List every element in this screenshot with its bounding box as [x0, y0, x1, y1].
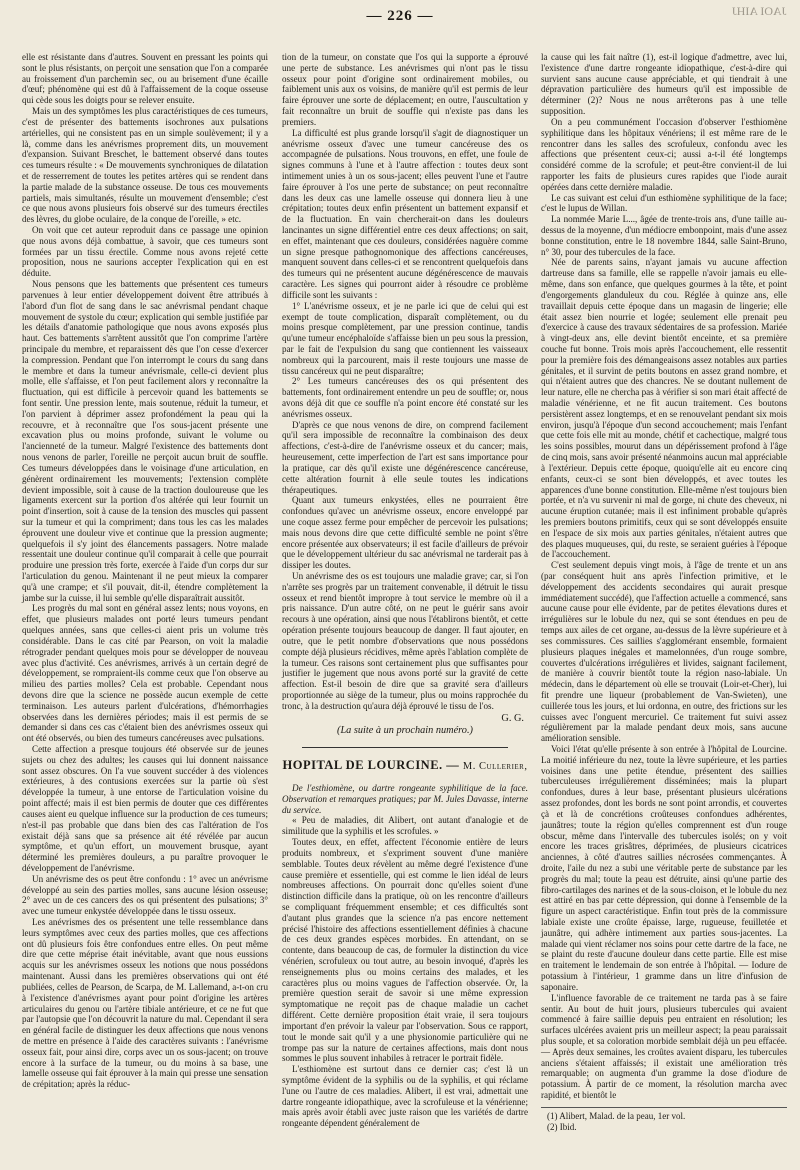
- paragraph: la cause qui les fait naître (1), est-il logique d'admettre, avec lui, l'existence d'une dartre rongeante idiopathique, c'est-à-dire qui survient sans aucune cause appréciable, et qui tiendrait à une dépravation particulière des humeurs qu'il est impossible de déterminer (2)? Nous ne nous arrêterons pas à une telle supposition.: [541, 52, 787, 117]
- paragraph: L'esthiomène est surtout dans ce dernier cas; c'est là un symptôme évident de la syphilis ou de la syphilis, et qui réclame l'une ou l'autre de ces maladies. Alibert, il est vrai, admettait une dartre rongeante idiopathique, avec la scrofuleuse et la vénérienne; mais après avoir établi avec juste raison que les variétés de dartre rongeante dépendent généralement de: [282, 1064, 528, 1129]
- paragraph: Cette affection a presque toujours été observée sur de jeunes sujets ou chez des adultes; les causes qui lui donnent naissance sont assez obscures. On l'a vue souvent succéder à des violences extérieures, à des contusions exercées sur la partie où s'est développée la tumeur, à une entorse de l'articulation voisine du point affecté; mais il est bien permis de douter que ces différentes causes aient eu quelque influence sur la production de ces tumeurs; n'est-il pas probable que dans bien des cas l'altération de l'os existait déjà sans que sa présence ait été révélée par aucun symptôme, et qu'un effort, un mouvement brusque, ayant déterminé les premières douleurs, a pu paraître provoquer le développement de l'anévrisme.: [22, 744, 268, 873]
- paragraph: 2° Les tumeurs cancéreuses des os qui présentent des battements, font ordinairement entendre un peu de souffle; or, nous avons déjà dit que ce souffle n'a point encore été constaté sur les anévrismes osseux.: [282, 376, 528, 419]
- section-author: M. Cullerier,: [462, 761, 528, 773]
- paragraph: Voici l'état qu'elle présente à son entrée à l'hôpital de Lourcine. La moitié inférieure du nez, toute la lèvre supérieure, et les parties voisines dans une petite étendue, présentent des saillies tuberculeuses irrégulièrement disséminées; mais la plupart confondues, dures à leur base, présentant plusieurs ulcérations assez profondes, dont les bords ne sont point arrondis, et couvertes çà et là de concrétions croûteuses confondues adhérentes, jaunâtres; toute la région qu'elles comprennent est d'un rouge obscur, même dans l'intervalle des tubercules isolés; on y voit encore les traces grisâtres, déprimées, de plusieurs cicatrices anciennes, à côté d'autres saillies nécrosées commençantes. À droite, l'aile du nez a subi une véritable perte de substance par les progrès du mal; toute la peau est détruite, ainsi qu'une partie des fibro-cartilages des narines et de la sous-cloison, et le lobule du nez est attiré en bas par cette dépression, qui donne à l'ensemble de la figure un aspect caractéristique. Enfin tout près de la commissure labiale existe une croûte épaisse, large, rugueuse, feuilletée et jaunâtre, qui adhère intimement aux parties sous-jacentes. La malade qui vient réclamer nos soins pour cette dartre de la face, ne se plaint du reste d'aucune douleur dans cette partie. Elle est mise en traitement le lendemain de son entrée à l'hôpital. — Iodure de potassium à l'intérieur, 1 gramme dans un litre d'infusion de saponaire.: [541, 744, 787, 992]
- paragraph: L'influence favorable de ce traitement ne tarda pas à se faire sentir. Au bout de huit jours, plusieurs tubercules qui avaient commencé à faire saillie depuis peu entraient en résolution; les surfaces ulcérées avaient pris un meilleur aspect; la peau paraissait plus souple, et sa coloration morbide semblait déjà un peu effacée. — Après deux semaines, les croûtes avaient disparu, les tubercules anciens s'étaient affaissés; il existait une amélioration très remarquable; on augmenta d'un gramme la dose d'iodure de potassium. À partir de ce moment, la résolution marcha avec rapidité, et bientôt le: [541, 992, 787, 1100]
- paragraph: La nommée Marie L..., âgée de trente-trois ans, d'une taille au-dessus de la moyenne, d'un médiocre embonpoint, mais d'une assez bonne constitution, entre le 18 novembre 1844, salle Saint-Bruno, n° 30, pour des tubercules de la face.: [541, 214, 787, 257]
- author-signature: G. G.: [501, 712, 524, 724]
- paragraph: Mais un des symptômes les plus caractéristiques de ces tumeurs, c'est de présenter des battements isochrones aux pulsations artérielles, qui ne consistent pas en un simple soulèvement; il y a là, comme dans les anévrismes proprement dits, un mouvement d'expansion. Suivant Breschet, le battement observé dans toutes ces tumeurs résulte : « De mouvements synchroniques de dilatation et de resserrement de toutes les petites artères qui se rendent dans la partie malade de la substance osseuse. De tous ces mouvements partiels, mais simultanés, résulte un mouvement d'ensemble; c'est ce que nous avons plusieurs fois observé sur des tumeurs érectiles des lèvres, du globe oculaire, de la conque de l'oreille, » etc.: [22, 106, 268, 225]
- paragraph: Quant aux tumeurs enkystées, elles ne pourraient être confondues qu'avec un anévrisme osseux, encore enveloppé par une coque assez ferme pour empêcher de percevoir les pulsations; mais nous devons dire que cette difficulté semble ne point s'être encore présentée aux observateurs; il est facile d'ailleurs de prévoir que le développement ultérieur du sac anévrismal ne tarderait pas à dissiper les doutes.: [282, 495, 528, 571]
- page-number: — 226 —: [366, 8, 434, 24]
- column-right: [541, 52, 787, 1133]
- paragraph: Un anévrisme des os est toujours une maladie grave; car, si l'on n'arrête ses progrès par un traitement convenable, il détruit le tissu osseux et rend bientôt impropre à tout service le membre où il a pris naissance. D'un autre côté, on ne peut le guérir sans avoir recours à une opération, ainsi que nous l'établirons bientôt, et cette opération présente toujours beaucoup de danger. Il faut ajouter, en outre, que le petit nombre d'observations que nous possédons compte déjà plusieurs récidives, même après l'ablation complète de la tumeur. Ces raisons sont certainement plus que suffisantes pour justifier le jugement que nous avons porté sur la gravité de cette affection. Est-il besoin de dire que sa gravité sera d'ailleurs proportionnée au siège de la tumeur, plus ou moins rapprochée du tronc, à la destruction qu'aura déjà éprouvé le tissu de l'os.: [282, 571, 528, 711]
- column-left: [22, 52, 268, 1090]
- continuation-note: (La suite à un prochain numéro.): [337, 725, 473, 737]
- paragraph: 1° L'anévrisme osseux, et je ne parle ici que de celui qui est exempt de toute complication, disparaît complètement, ou du moins presque complètement, par une pression continue, tandis qu'une tumeur encéphaloïde s'affaisse bien un peu sous la pression, par le fait de l'expulsion du sang que contiennent les vaisseaux nombreux qui la parcourent, mais il reste toujours une masse de tissu cancéreux qui ne peut disparaître;: [282, 300, 528, 376]
- paragraph: elle est résistante dans d'autres. Souvent en pressant les points qui sont le plus résistants, on perçoit une sensation que l'on a comparée au froissement d'un parchemin sec, ou au brisement d'une écaille d'œuf; phénomène qui est dû à l'affaissement de la coque osseuse qui cède sous les doigts pour se relever ensuite.: [22, 52, 268, 106]
- paragraph: tion de la tumeur, on constate que l'os qui la supporte a éprouvé une perte de substance. Les anévrismes qui n'ont pas le tissu osseux pour point d'origine sont ordinairement mobiles, ou faiblement unis aux os voisins, de manière qu'il est permis de leur faire éprouver une sorte de déplacement; en outre, l'auscultation y fait reconnaître un bruit de souffle qui n'existe pas dans les premiers.: [282, 52, 528, 127]
- bleed-through-stamp: JAOI AIHJ: [731, 4, 786, 18]
- paragraph: « Peu de maladies, dit Alibert, ont autant d'analogie et de similitude que la syphilis et les scrofules. »: [282, 815, 528, 837]
- paragraph: On voit que cet auteur reproduit dans ce passage une opinion que nous avons déjà combattue, à savoir, que ces tumeurs sont formées par un tissu érectile. Comme nous avons rejeté cette proposition, nous ne saurions accepter l'explication qui en est déduite.: [22, 225, 268, 279]
- paragraph: La difficulté est plus grande lorsqu'il s'agit de diagnostiquer un anévrisme osseux d'avec une tumeur cancéreuse des os accompagnée de pulsations. Nous trouvons, en effet, une foule de signes communs à l'une et à l'autre affection : toutes deux sont intimement unies à un os sous-jacent; elles peuvent l'une et l'autre faire éprouver à l'os une perte de substance; on peut reconnaître dans les deux cas une lamelle osseuse qui donnera lieu à une crépitation; toutes deux enfin présentent un battement expansif et de la fluctuation. En vain chercherait-on dans les douleurs lancinantes un signe différentiel entre ces deux affections; on sait, en effet, maintenant que ces douleurs, considérées naguère comme un signe presque pathognomonique des affections cancéreuses, manquent souvent dans celles-ci et se rencontrent quelquefois dans des tumeurs qui ne présentent aucune dégénérescence de mauvais caractère. Les signes qui pourront aider à résoudre ce problème difficile sont les suivants :: [282, 127, 528, 300]
- footnote: (1) Alibert, Malad. de la peau, 1er vol.: [547, 1110, 686, 1121]
- footnotes: [541, 1107, 787, 1133]
- paragraph: D'après ce que nous venons de dire, on comprend facilement qu'il sera impossible de reconnaître la combinaison des deux affections, c'est-à-dire de l'anévrisme osseux et du cancer; mais, heureusement, cette imperfection de l'art est sans importance pour la pratique, car dès qu'il existe une dégénérescence cancéreuse, cette altération fournit à elle seule toutes les indications thérapeutiques.: [282, 419, 528, 495]
- footnote: (2) Ibid.: [547, 1121, 577, 1132]
- paragraph: Née de parents sains, n'ayant jamais vu aucune affection dartreuse dans sa famille, elle se rappelle n'avoir jamais eu elle-même, dans son enfance, que quelques gourmes à la tête, et point d'engorgements glanduleux du cou. Réglée à quinze ans, elle travaillait depuis cette époque dans un magasin de lingerie; elle était assez bien nourrie et logée; seulement elle prenait peu d'exercice à cause des travaux sédentaires de sa profession. Mariée à vingt-deux ans, elle devint bientôt enceinte, et sa première couche fut bonne. Trois mois après l'accouchement, elle ressentit pour la première fois des démangeaisons assez notables aux parties génitales, et il survint de petits boutons en assez grand nombre, et qui n'étaient autres que des chancres. Ne se doutant nullement de leur nature, elle ne chercha pas à vérifier si son mari était affecté de maladie vénérienne, et ne fit aucun traitement. Ces boutons persistèrent assez longtemps, et en se renouvelant pendant six mois environ, jusqu'à l'époque d'un second accouchement; mais l'enfant que cette fois elle mit au monde, chétif et cachectique, malgré tous les soins possibles, mourut dans un dépérissement profond à l'âge de cinq mois, sans avoir présenté néanmoins aucun mal appréciable à l'extérieur. Depuis cette époque, quoiqu'elle ait eu encore cinq enfants, ceux-ci se sont bien développés, et avec toutes les apparences d'une bonne constitution. Elle-même n'est toujours bien portée, et n'a vu survenir ni mal de gorge, ni chute des cheveux, ni aucune éruption cutanée; mais il est infiniment probable qu'après les premiers boutons primitifs, ceux qui se sont développés ensuite en l'espace de six mois aux parties génitales, n'étaient autres que des plaques muqueuses, qui, du reste, se seraient guéries à l'époque de l'accouchement.: [541, 257, 787, 560]
- section-title: [282, 760, 528, 773]
- column-middle: [282, 52, 528, 1129]
- section-divider: [302, 747, 508, 748]
- paragraph: Les progrès du mal sont en général assez lents; nous voyons, en effet, que plusieurs malades ont porté leurs tumeurs pendant quelques années, sans que celles-ci aient pris un volume très considérable. Dans le cas cité par Pearson, on voit la maladie rétrograder pendant quelques mois pour se développer de nouveau avec plus d'activité. Ces anévrismes, arrivés à un certain degré de développement, se rompraient-ils comme ceux que l'on observe au milieu des parties molles? Cela est probable. Cependant nous devons dire que la science ne possède aucun exemple de cette terminaison. Les auteurs parlent d'ulcérations, d'hémorrhagies observées dans les dernières périodes; mais il est permis de se demander si dans ces cas c'étaient bien des anévrismes osseux qui ont été observés, ou bien des tumeurs cancéreuses avec pulsations.: [22, 603, 268, 744]
- article-subtitle: De l'esthiomène, ou dartre rongeante syphilitique de la face. Observation et remarques pratiques; par M. Jules Davasse, interne du service.: [282, 783, 528, 815]
- paragraph: Toutes deux, en effet, affectent l'économie entière de leurs produits nombreux, et s'expriment souvent d'une manière semblable. Toutes deux révèlent au même degré l'existence d'une cause première et essentielle, qui est comme le lien idéal de leurs nombreuses affections. On pourrait donc qu'elles soient d'une distinction difficile dans la pratique, où on les rencontre d'ailleurs se compliquant fréquemment ensemble; et ces difficultés sont d'autant plus grandes que la science n'a pas encore nettement précisé l'histoire des affections essentiellement définies à chacune de ces deux grandes espèces morbides. En attendant, on se contente, dans beaucoup de cas, de formuler la distinction du vice vénérien, scrofuleux ou tout autre, au besoin invoqué, d'après les renseignements plus ou moins certains des malades, et les caractères plus ou moins vagues de l'affection observée. Or, la première question serait de savoir si une même expression symptomatique ne reçoit pas de chaque maladie un cachet différent. Cette dernière proposition était vraie, il sera toujours important d'en prévoir la valeur par l'observation. Sous ce rapport, tout le monde sait qu'il y a une physionomie particulière qui ne trompe pas sur la nature de certaines affections, mais dont nous sommes le plus souvent inhabiles à retracer le portrait fidèle.: [282, 837, 528, 1064]
- paragraph: Nous pensons que les battements que présentent ces tumeurs parvenues à leur entier développement doivent être attribués à l'abord d'un flot de sang dans le sac anévrismal pendant chaque mouvement de systole du cœur; explication qui semble justifiée par les détails d'anatomie pathologique que nous avons exposés plus haut. Ces battements s'arrêtent aussitôt que l'on comprime l'artère principale du membre, et reparaissent dès que l'on cesse d'exercer la compression. Pendant que l'on interrompt le cours du sang dans le membre et dans la tumeur anévrismale, celle-ci devient plus molle, elle s'affaisse, et l'on peut facilement alors y reconnaître la fluctuation, qui est difficile à percevoir quand les battements se font sentir. Une pression lente, mais soutenue, réduit la tumeur, et l'on parvient à déprimer assez profondément la peau qui la recouvre, et à reconnaître que l'os sous-jacent présente une excavation plus ou moins profonde, suivant le volume ou l'ancienneté de la tumeur. Malgré l'existence des battements dont nous venons de parler, l'oreille ne perçoit aucun bruit de souffle. Ces tumeurs développées dans le voisinage d'une articulation, en génèrent ordinairement les mouvements; l'extension complète devient impossible, soit à cause de la traction douloureuse que les ligaments exercent sur la portion d'os altérée qui leur fournit un point d'insertion, soit à cause de la tension des muscles qui passent sur la tumeur et qui la compriment; dans tous les cas les malades éprouvent une douleur vive et continue que la pression augmente; quelquefois il s'y joint des élancements passagers. Notre malade ressentait une douleur continue qu'il comparait à celle que pourrait produire une pression très forte, exercée à l'aide d'un corps dur sur l'articulation du genou. Maintenant il ne peut mieux la comparer qu'à une crampe; et s'il pouvait, dit-il, étendre complètement la jambe sur la cuisse, il lui semble qu'elle disparaîtrait aussitôt.: [22, 279, 268, 603]
- paragraph: C'est seulement depuis vingt mois, à l'âge de trente et un ans (par conséquent huit ans après l'infection primitive, et le développement des accidents secondaires qui aurait presque immédiatement succédé), que l'affection actuelle a commencé, sans aucune cause pour elle évidente, par de petites élevations dures et irrégulières sur le lobule du nez, qui se sont étendues en peu de temps aux ailes de cet organe, au-dessus de la lèvre supérieure et à ses commissures. Ces saillies s'agglomérant ensemble, formaient plusieurs plaques inégales et mamelonnées, d'un rouge sombre, couvertes d'ulcérations irrégulières et livides, saignant facilement, de manière à couvrir bientôt toute la région naso-labiale. Un médecin, dans le département où elle se trouvait (Loir-et-Cher), lui fit prendre une liqueur (probablement de Van-Swieten), une cuillerée tous les jours, et lui ordonna, en outre, des frictions sur les cuisses avec l'onguent mercuriel. Ce traitement fut suivi assez régulièrement par la malade pendant deux mois, sans aucune amélioration sensible.: [541, 560, 787, 744]
- paragraph: Un anévrisme des os peut être confondu : 1° avec un anévrisme développé au sein des parties molles, sans aucune lésion osseuse; 2° avec un de ces cancers des os qui présentent des pulsations; 3° avec une tumeur enkystée développée dans le tissu osseux.: [22, 873, 268, 917]
- section-title-text: HOPITAL DE LOURCINE. —: [282, 758, 460, 773]
- paragraph: Les anévrismes des os présentent une telle ressemblance dans leurs symptômes avec ceux des parties molles, que ces affections ont dû plusieurs fois être confondues entre elles. On peut même dire que cette méprise était inévitable, avant que nous eussions acquis sur les anévrismes osseux les notions que nous possédons maintenant. Aussi dans les premières observations qui ont été publiées, celles de Pearson, de Scarpa, de M. Lallemand, a-t-on cru à l'existence d'anévrismes ayant pour point d'origine les artères articulaires du genou ou l'artère tibiale antérieure, et ce ne fut que par l'autopsie que l'on découvrit la nature du mal. Cependant il sera en général facile de distinguer les deux affections que nous venons de mettre en présence à l'aide des caractères suivants : l'anévrisme osseux fait, pour ainsi dire, corps avec un os sous-jacent; on trouve encore à la surface de la tumeur, ou du moins à sa base, une lamelle osseuse qui fait éprouver à la main qui presse une sensation de crépitation; après la réduc-: [22, 917, 268, 1090]
- paragraph: Le cas suivant est celui d'un esthiomène syphilitique de la face; c'est le lupus de Willan.: [541, 192, 787, 214]
- paragraph: On a peu communément l'occasion d'observer l'esthiomène syphilitique dans les hôpitaux vénériens; il est même rare de le rencontrer dans les salles des scrofuleux, confondu avec les affections que présentent ceux-ci; aussi a-t-il été longtemps considéré comme de la scrofule; et peut-être convient-il de lui rapporter les faits de plusieurs cures rapides que l'iode aurait opérées dans cette dernière maladie.: [541, 116, 787, 192]
